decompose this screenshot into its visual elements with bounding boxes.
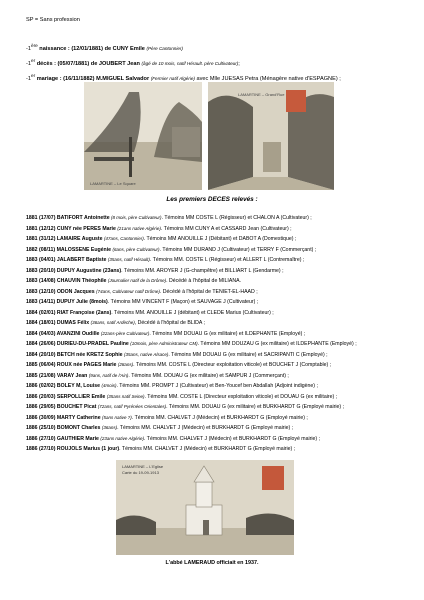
first-death-line: -1er décès : (05/07/1881) de JOUBERT Jean (âgé de 10 mois, natif Hérault. père Cultivateur); (26, 57, 240, 67)
list-item: 1886 (29/05) BOUCHET Picat (72ans, natif Pyrénées Orientales). Témoins MM. DOUAU G (ex militaire) et BURKHARDT G (Employé mairie) ; (26, 404, 345, 410)
list-item: 1883 (14/08) CHAUVIN Théophile (Journalier natif de la Drôme). Décédé à l'hôpital de MILIANA. (26, 278, 241, 284)
legend-text: SP = Sans profession (26, 17, 80, 23)
list-item: 1883 (12/10) ODON Jacques (74ans, Cultivateur natif Drôme). Décédé à l'hôpital de TENIET-EL-HAAD ; (26, 288, 258, 295)
list-item: 1885 (06/04) ROUX née PAGES Marie (28ans). Témoins MM. COSTE L (Directeur exploitation viticole) et BOUCHET J (Comptable) ; (26, 362, 332, 368)
list-item: 1882 (08/11) MALOSSENE Eugénie (6ans, père Cultivateur). Témoins MM DURAND J (Cultivateur) et TERRY F (Commerçant) ; (26, 246, 317, 253)
postcard-grandrue-photo (208, 82, 334, 190)
list-item: 1885 (21/08) VARAY Jean (9ans, natif de l'Ain). Témoins MM. DOUAU G (ex militaire) et SAMPUR J (Commerçant) ; (26, 372, 289, 379)
church-caption: L'abbé LAMERAUD officiait en 1937. (165, 560, 259, 566)
list-item: 1881 (12/12) CUNY née PERES Marie (21ans native Algérie). Témoins MM CUNY A et CASSARD Jean (Cultivateur) ; (26, 225, 292, 232)
section-title: Les premiers DECES relevés : (166, 196, 258, 203)
list-item: 1884 (04/03) AVANZINI Oudille (22ans-père Cultivateur). Témoins MM DOUAU G (ex militaire) et ILDEPHANTE (Employé) ; (26, 330, 306, 337)
postcard-church-photo (116, 460, 294, 555)
list-item: 1884 (20/10) BETCH née KRETZ Sophie (35ans, native Alsace). Témoins MM DOUAU G (ex militaire) et SACRIPANTI C (Employé) ; (26, 351, 328, 358)
list-item: 1884 (26/06) DURIEU-DU-PRADEL Pauline (10mois, père Administrateur CM). Témoins MM DOUZAU G (ex militaire) et ILDEPHANTE (Employé) ; (26, 341, 357, 347)
stamp-icon (286, 90, 306, 112)
list-item: 1881 (31/12) LAMAIRE Auguste (47ans, Cantonnier). Témoins MM ANOUILLE J (Débitant) et DABOT A (Domestique) ; (26, 236, 297, 242)
photo-church-caption-2: Carte du 19-09-1913 (122, 470, 159, 475)
photo-right-caption: LAMARTINE – Grand'Rue (238, 92, 285, 97)
first-events-list (26, 40, 341, 85)
list-item: 1883 (14/11) DUPUY Julie (8mois). Témoins MM VINCENT F (Maçon) et SAUVAGE J (Cultivateur) ; (26, 299, 259, 305)
list-item: 1886 (25/10) BOMONT Charles (36ans). Témoins MM. CHALVET J (Médecin) et BURKHARDT G (Employé mairie) ; (26, 425, 294, 431)
list-item: 1886 (27/10) ROUJOLS Marius (1 jour). Témoins MM. CHALVET J (Médecin) et BURKHARDT G (Employé mairie) ; (26, 446, 296, 452)
list-item: 1884 (18/01) DUMAS Félix (36ans, natif Ardèche), Décédé à l'hôpital de BLIDA ; (26, 320, 205, 326)
first-marriage-line: -1er mariage : (16/11/1882) M.MIGUEL Salvador (Fermier natif Algérie) avec Mlle JUESAS Petra (Ménagère native d'ESPAGNE) ; (26, 72, 341, 82)
list-item: 1886 (20/03) SERPOLLIER Emile (35ans natif Seine). Témoins MM. COSTE L (Directeur exploitation viticole) et DOUAU G (ex militaire) ; (26, 393, 338, 400)
list-item: 1886 (27/10) GAUTHIER Marie (23ans native Algérie). Témoins MM. CHALVET J (Médecin) et BURKHARDT G (Employé mairie) ; (26, 435, 321, 442)
postcard-square-photo (84, 82, 202, 190)
list-item: 1886 (02/02) BOLEY M, Louise (4mois). Témoins MM. PROMPT J (Cultivateur) et Ben-Youcef ben Abdallah (Adjoint indigène) ; (26, 383, 318, 389)
first-birth-line: -1ère naissance : (12/01/1881) de CUNY Emile (Père Cantonnier) (26, 43, 183, 52)
list-item: 1883 (04/01) JALABERT Baptiste (35ans, natif Hérault). Témoins MM. COSTE L (Régisseur) et ALLERT L (Contremaître) ; (26, 257, 305, 263)
list-item: 1886 (30/09) MARTY Catherine (5ans native ?). Témoins MM. CHALVET J (Médecin) et BURKHARDT G (Employé mairie) ; (26, 414, 308, 421)
death-records-list (26, 213, 416, 455)
list-item: 1884 (02/01) RIAT Françoise (2ans). Témoins MM. ANOUILLE J (débitant) et CLEDE Marius (Cultivateur) ; (26, 309, 274, 316)
photo-left-caption: LAMARTINE – Le Square (90, 181, 136, 186)
list-item: 1883 (20/10) DUPUY Augustine (23ans). Témoins MM. AROYER J (G-champêtre) et BILLIART L (Gendarme) ; (26, 267, 284, 274)
stamp-icon (262, 466, 284, 490)
photo-church-caption-1: LAMARTINE – L'Eglise (122, 464, 164, 469)
list-item: 1881 (17/07) BATIFORT Antoinette (8 mois, père Cultivateur). Témoins MM COSTE L (Régisseur) et CHALON A (Cultivateur) ; (26, 215, 312, 221)
